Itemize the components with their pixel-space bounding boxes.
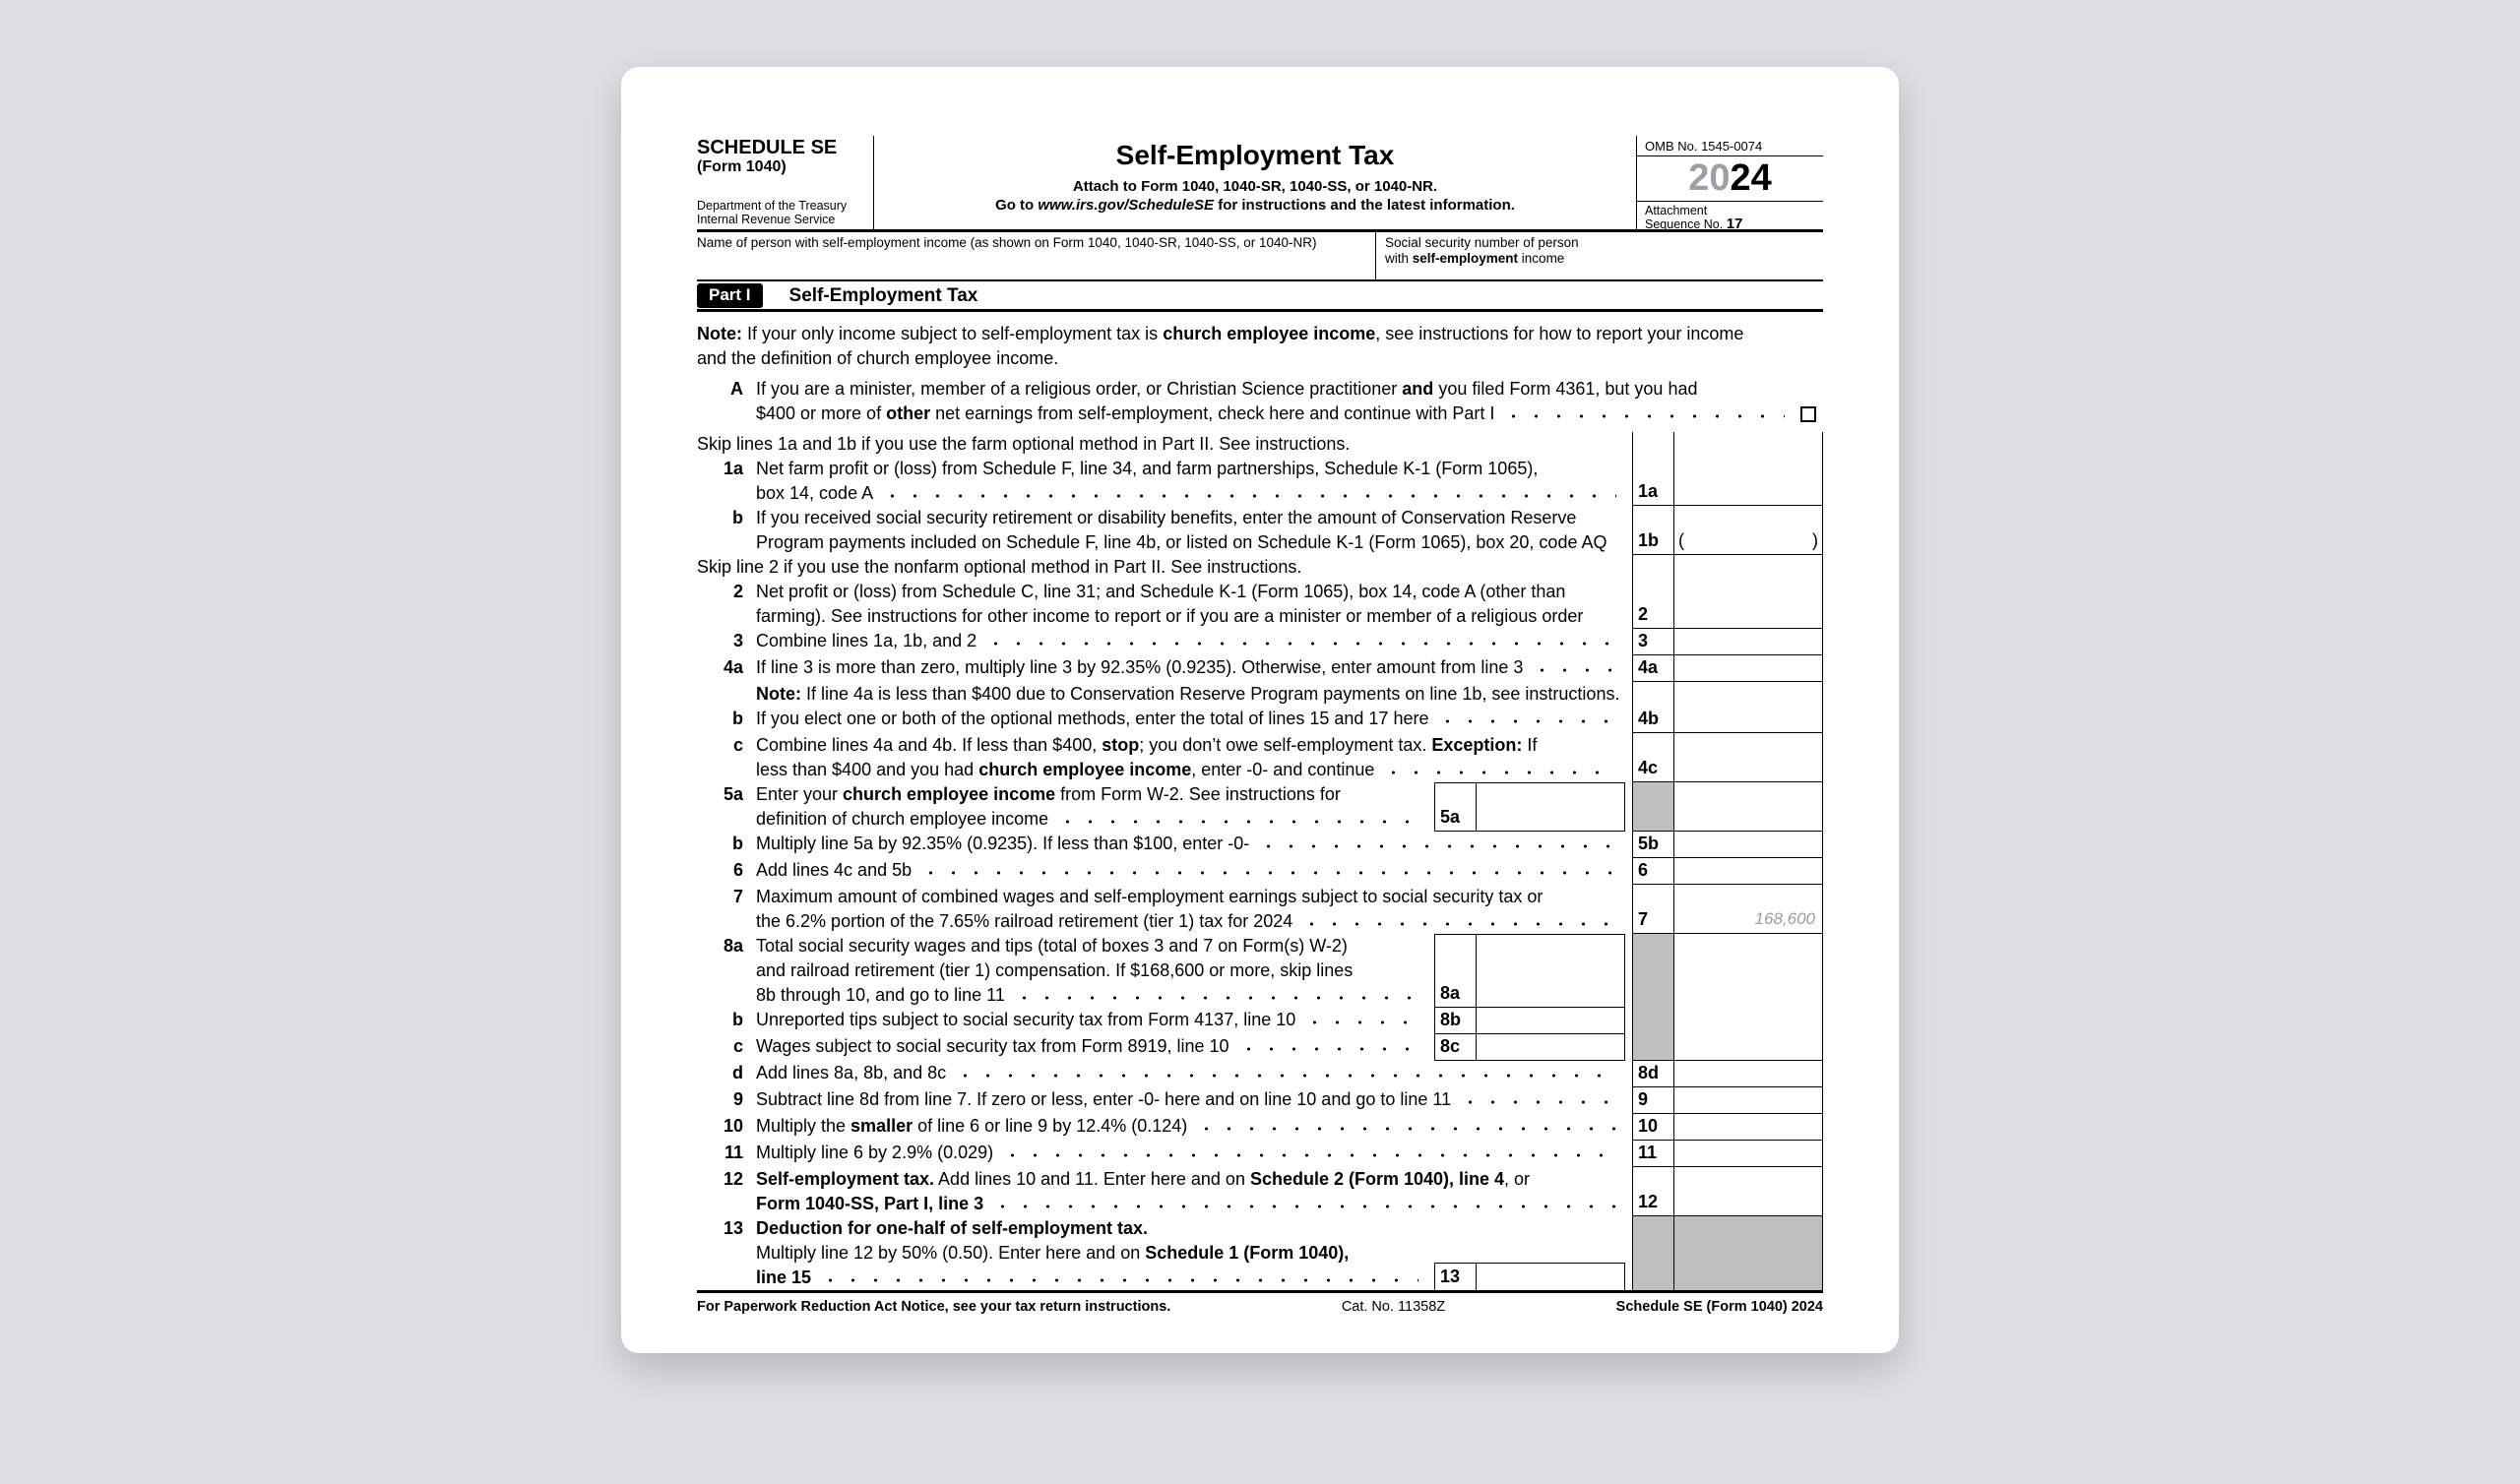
line-6-box-label: 6 — [1632, 858, 1673, 885]
line-13-text-2: Multiply line 12 by 50% (0.50). Enter here and on Schedule 1 (Form 1040), — [756, 1243, 1350, 1263]
line-8b — [697, 1008, 1823, 1034]
line-5b-amount-field[interactable] — [1673, 832, 1823, 858]
line-8c-number: c — [732, 1036, 743, 1056]
shaded-cell — [1632, 1216, 1673, 1290]
line-4b — [697, 707, 1823, 733]
name-field[interactable] — [697, 232, 1375, 279]
line-13 — [697, 1216, 1823, 1290]
line-7-number: 7 — [732, 887, 743, 906]
line-12 — [697, 1167, 1823, 1216]
dot-leader — [1303, 1008, 1418, 1032]
line-8b-text: Unreported tips subject to social security tax from Form 4137, line 10 — [756, 1010, 1296, 1029]
attachment-label: Attachment — [1645, 204, 1708, 217]
line-8b-box-label: 8b — [1434, 1008, 1476, 1034]
line-8d-amount-field[interactable] — [1673, 1061, 1823, 1087]
paren-open: ( — [1678, 530, 1684, 550]
line-8d — [697, 1061, 1823, 1087]
line-4c-text-1: Combine lines 4a and 4b. If less than $400, stop; you don’t owe self-employment tax. Exception: If — [756, 735, 1538, 755]
part1-header — [697, 281, 1823, 312]
form-footer — [697, 1293, 1823, 1316]
line-1a — [697, 457, 1823, 506]
line-1b — [697, 506, 1823, 555]
line-11-number: 11 — [724, 1143, 743, 1162]
form-card — [621, 67, 1899, 1353]
line-8a-entry-box — [1434, 934, 1625, 1008]
dot-leader — [991, 1192, 1616, 1216]
dot-leader — [1436, 707, 1616, 731]
line-4a — [697, 655, 1823, 682]
line-9-text: Subtract line 8d from line 7. If zero or less, enter -0- here and on line 10 and go to line 11 — [756, 1089, 1452, 1109]
skip-note-2-text: Skip line 2 if you use the nonfarm optional method in Part II. See instructions. — [697, 557, 1302, 577]
line-4c-number: c — [732, 735, 743, 755]
line-A-text-2 — [756, 402, 1817, 426]
line-5a — [697, 782, 1823, 832]
goto-instruction: Go to www.irs.gov/ScheduleSE for instructions and the latest information. — [995, 197, 1515, 214]
line-13-text-1: Deduction for one-half of self-employment tax. — [756, 1218, 1149, 1238]
form-body — [697, 312, 1823, 1290]
line-7-text-1: Maximum amount of combined wages and self-employment earnings subject to social security tax or — [756, 887, 1544, 906]
line-A-number: A — [730, 379, 743, 399]
shaded-cell — [1632, 1034, 1673, 1061]
catalog-number: Cat. No. 11358Z — [1341, 1299, 1446, 1315]
shaded-cell — [1632, 782, 1673, 832]
line-4c-box-label: 4c — [1632, 733, 1673, 782]
line-12-amount-field[interactable] — [1673, 1167, 1823, 1216]
line-12-number: 12 — [723, 1169, 743, 1189]
dot-leader — [1502, 402, 1785, 426]
line-A-checkbox[interactable] — [1800, 406, 1816, 422]
line-4c-text-2: less than $400 and you had church employee income, enter -0- and continue — [756, 758, 1626, 782]
header-center — [874, 136, 1636, 229]
line-9-box-label: 9 — [1632, 1087, 1673, 1114]
dot-leader — [1531, 655, 1616, 680]
line-10-amount-field[interactable] — [1673, 1114, 1823, 1141]
line-8d-box-label: 8d — [1632, 1061, 1673, 1087]
dot-leader — [1056, 807, 1418, 832]
dot-leader — [1382, 758, 1616, 782]
tax-year — [1637, 156, 1823, 202]
amount-column-spacer — [1673, 432, 1823, 457]
line-1a-amount-field[interactable] — [1673, 457, 1823, 506]
line-10-number: 10 — [723, 1116, 743, 1136]
box-column-spacer — [1632, 555, 1673, 580]
line-A-text-2-content: $400 or more of other net earnings from self-employment, check here and continue with Part I — [756, 403, 1495, 423]
agency-line: Internal Revenue Service — [697, 213, 836, 226]
dot-leader — [954, 1061, 1616, 1085]
line-4a-amount-field[interactable] — [1673, 655, 1823, 682]
line-2 — [697, 580, 1823, 629]
line-8b-number: b — [732, 1010, 743, 1029]
amount-column-spacer — [1673, 934, 1823, 1008]
line-11-text: Multiply line 6 by 2.9% (0.029) — [756, 1143, 994, 1162]
line-8a-text-2: and railroad retirement (tier 1) compensation. If $168,600 or more, skip lines — [756, 960, 1354, 980]
line-13-amount-field[interactable] — [1476, 1264, 1625, 1290]
dot-leader — [1013, 983, 1418, 1008]
line-8a-box-label: 8a — [1434, 935, 1476, 1008]
dot-leader — [1001, 1141, 1616, 1165]
line-2-amount-field[interactable] — [1673, 580, 1823, 629]
line-number-spacer — [697, 682, 756, 707]
omb-number: OMB No. 1545-0074 — [1637, 136, 1823, 156]
part1-title: Self-Employment Tax — [788, 284, 978, 306]
line-4c-amount-field[interactable] — [1673, 733, 1823, 782]
line-5a-box-label: 5a — [1434, 783, 1476, 832]
line-1b-number: b — [732, 508, 743, 527]
amount-column-spacer — [1673, 555, 1823, 580]
sequence-number: Sequence No. 17 — [1645, 216, 1743, 232]
line-4b-text: If you elect one or both of the optional methods, enter the total of lines 15 and 17 here — [756, 709, 1429, 728]
line-11 — [697, 1141, 1823, 1167]
line-1a-number: 1a — [723, 459, 743, 478]
line-13-box-label: 13 — [1434, 1264, 1476, 1290]
skip-note-2 — [697, 555, 1823, 580]
line-8d-number: d — [732, 1063, 743, 1082]
box-column-spacer — [1632, 432, 1673, 457]
dot-leader — [1300, 909, 1616, 934]
line-3-box-label: 3 — [1632, 629, 1673, 655]
shaded-cell — [1673, 1216, 1823, 1290]
line-5b-number: b — [732, 834, 743, 853]
line-8c — [697, 1034, 1823, 1061]
skip-note-1-text: Skip lines 1a and 1b if you use the farm optional method in Part II. See instructions. — [697, 434, 1351, 454]
line-1b-amount-field[interactable] — [1673, 506, 1823, 555]
line-5b — [697, 832, 1823, 858]
line-8b-entry-box — [1434, 1008, 1625, 1034]
line-2-box-label: 2 — [1632, 580, 1673, 629]
line-1b-text-2: Program payments included on Schedule F, line 4b, or listed on Schedule K-1 (Form 1065), box 20, code AQ — [756, 532, 1607, 552]
line-1a-text-1: Net farm profit or (loss) from Schedule F, line 34, and farm partnerships, Schedule K-1 (Form 1065), — [756, 459, 1539, 478]
line-6 — [697, 858, 1823, 885]
line-8b-amount-field[interactable] — [1476, 1008, 1625, 1034]
tax-year-prefix: 20 — [1688, 157, 1731, 199]
line-3-number: 3 — [732, 631, 743, 650]
line-8c-box-label: 8c — [1434, 1034, 1476, 1061]
line-4a-note — [697, 682, 1823, 707]
attach-instruction: Attach to Form 1040, 1040-SR, 1040-SS, or 1040-NR. — [1072, 178, 1438, 195]
dot-leader — [881, 481, 1616, 506]
line-12-box-label: 12 — [1632, 1167, 1673, 1216]
line-6-amount-field[interactable] — [1673, 858, 1823, 885]
line-1b-text-1: If you received social security retirement or disability benefits, enter the amount of Conservation Reserve — [756, 508, 1577, 527]
dot-leader — [984, 629, 1616, 653]
shaded-cell — [1632, 934, 1673, 1008]
line-10 — [697, 1114, 1823, 1141]
line-10-box-label: 10 — [1632, 1114, 1673, 1141]
line-4a-text: If line 3 is more than zero, multiply line 3 by 92.35% (0.9235). Otherwise, enter amount from line 3 — [756, 657, 1524, 677]
skip-note-1 — [697, 432, 1823, 457]
note-line-2: and the definition of church employee income. — [697, 348, 1059, 368]
line-8c-text: Wages subject to social security tax from Form 8919, line 10 — [756, 1036, 1229, 1056]
line-7-text-2: the 6.2% portion of the 7.65% railroad retirement (tier 1) tax for 2024 — [756, 909, 1626, 934]
line-5a-text-2: definition of church employee income — [756, 807, 1428, 832]
line-4b-number: b — [732, 709, 743, 728]
dot-leader — [1257, 832, 1616, 856]
line-13-text-3: line 15 — [756, 1266, 1428, 1290]
schedule-name: SCHEDULE SE — [697, 137, 838, 158]
note-line-1: Note: If your only income subject to self-employment tax is church employee income, see instructions for how to report your income — [697, 324, 1744, 343]
box-column-spacer — [1632, 682, 1673, 707]
line-A — [697, 377, 1823, 426]
form-title: Self-Employment Tax — [1115, 140, 1395, 170]
line-5a-number: 5a — [723, 784, 743, 804]
line-12-text-1: Self-employment tax. Add lines 10 and 11. Enter here and on Schedule 2 (Form 1040), line 4, or — [756, 1169, 1531, 1189]
line-8a-text-1: Total social security wages and tips (total of boxes 3 and 7 on Form(s) W-2) — [756, 936, 1348, 956]
amount-column-spacer — [1673, 782, 1823, 832]
line-8c-amount-field[interactable] — [1476, 1034, 1625, 1061]
dot-leader — [1195, 1114, 1616, 1139]
shaded-cell — [1632, 1008, 1673, 1034]
line-7-box-label: 7 — [1632, 885, 1673, 934]
line-5b-text: Multiply line 5a by 92.35% (0.9235). If less than $100, enter -0- — [756, 834, 1250, 853]
line-11-amount-field[interactable] — [1673, 1141, 1823, 1167]
line-11-box-label: 11 — [1632, 1141, 1673, 1167]
line-7 — [697, 885, 1823, 934]
tax-year-suffix: 24 — [1730, 157, 1772, 199]
amount-column-spacer — [1673, 1008, 1823, 1034]
line-4a-number: 4a — [723, 657, 743, 677]
amount-column-spacer — [1673, 682, 1823, 707]
line-1a-text-2: box 14, code A — [756, 481, 1626, 506]
line-8a — [697, 934, 1823, 1008]
form-header — [697, 136, 1823, 232]
schedule-se-form — [697, 136, 1823, 1316]
line-9 — [697, 1087, 1823, 1114]
line-8d-text: Add lines 8a, 8b, and 8c — [756, 1063, 947, 1082]
line-6-text: Add lines 4c and 5b — [756, 860, 913, 880]
line-2-text-1: Net profit or (loss) from Schedule C, line 31; and Schedule K-1 (Form 1065), box 14, code A (other than — [756, 582, 1566, 601]
line-4a-box-label: 4a — [1632, 655, 1673, 682]
line-9-amount-field[interactable] — [1673, 1087, 1823, 1114]
dot-leader — [919, 858, 1616, 883]
line-13-number: 13 — [723, 1218, 743, 1238]
line-1a-box-label: 1a — [1632, 457, 1673, 506]
paperwork-notice: For Paperwork Reduction Act Notice, see your tax return instructions. — [697, 1299, 1171, 1315]
line-5a-text-1: Enter your church employee income from Form W-2. See instructions for — [756, 784, 1341, 804]
ssn-label-line2: with self-employment income — [1385, 251, 1565, 266]
amount-column-spacer — [1673, 1034, 1823, 1061]
ssn-label-line1: Social security number of person — [1385, 235, 1579, 250]
form-id: Schedule SE (Form 1040) 2024 — [1615, 1299, 1823, 1315]
line-2-number: 2 — [732, 582, 743, 601]
line-3-text: Combine lines 1a, 1b, and 2 — [756, 631, 977, 650]
line-4b-box-label: 4b — [1632, 707, 1673, 733]
line-8c-entry-box — [1434, 1034, 1625, 1061]
attachment-block — [1637, 202, 1823, 231]
header-left — [697, 136, 874, 229]
line-2-text-2: farming). See instructions for other income to report or if you are a minister or member of a religious order — [756, 606, 1584, 626]
line-7-amount-value: 168,600 — [1673, 885, 1823, 934]
line-3 — [697, 629, 1823, 655]
name-ssn-row — [697, 232, 1823, 281]
line-4a-note-text: Note: If line 4a is less than $400 due to Conservation Reserve Program payments on line 1b, see instructions. — [756, 684, 1620, 704]
department-line: Department of the Treasury — [697, 199, 848, 213]
line-1b-box-label: 1b — [1632, 506, 1673, 555]
note-paragraph — [697, 322, 1823, 371]
dot-leader — [1237, 1034, 1418, 1059]
line-8a-amount-field[interactable] — [1476, 935, 1625, 1008]
line-4c — [697, 733, 1823, 782]
dot-leader — [1459, 1087, 1616, 1112]
line-13-entry-box — [1434, 1263, 1625, 1290]
dot-leader — [819, 1266, 1418, 1290]
form-number: (Form 1040) — [697, 158, 787, 175]
part1-label: Part I — [697, 283, 763, 308]
header-right — [1636, 136, 1823, 232]
line-12-text-2: Form 1040-SS, Part I, line 3 — [756, 1192, 1626, 1216]
line-8a-text-3: 8b through 10, and go to line 11 — [756, 983, 1428, 1008]
line-8a-number: 8a — [723, 936, 743, 956]
line-5a-amount-field[interactable] — [1476, 783, 1625, 832]
ssn-field[interactable] — [1375, 232, 1823, 279]
name-label: Name of person with self-employment income (as shown on Form 1040, 1040-SR, 1040-SS, or 1040-NR) — [697, 235, 1317, 250]
line-5b-box-label: 5b — [1632, 832, 1673, 858]
line-10-text: Multiply the smaller of line 6 or line 9 by 12.4% (0.124) — [756, 1116, 1188, 1136]
line-5a-entry-box — [1434, 782, 1625, 832]
line-6-number: 6 — [732, 860, 743, 880]
line-9-number: 9 — [732, 1089, 743, 1109]
paren-close: ) — [1812, 530, 1818, 550]
line-3-amount-field[interactable] — [1673, 629, 1823, 655]
line-A-text-1: If you are a minister, member of a religious order, or Christian Science practitioner and you filed Form 4361, but you had — [756, 379, 1698, 399]
line-4b-amount-field[interactable] — [1673, 707, 1823, 733]
